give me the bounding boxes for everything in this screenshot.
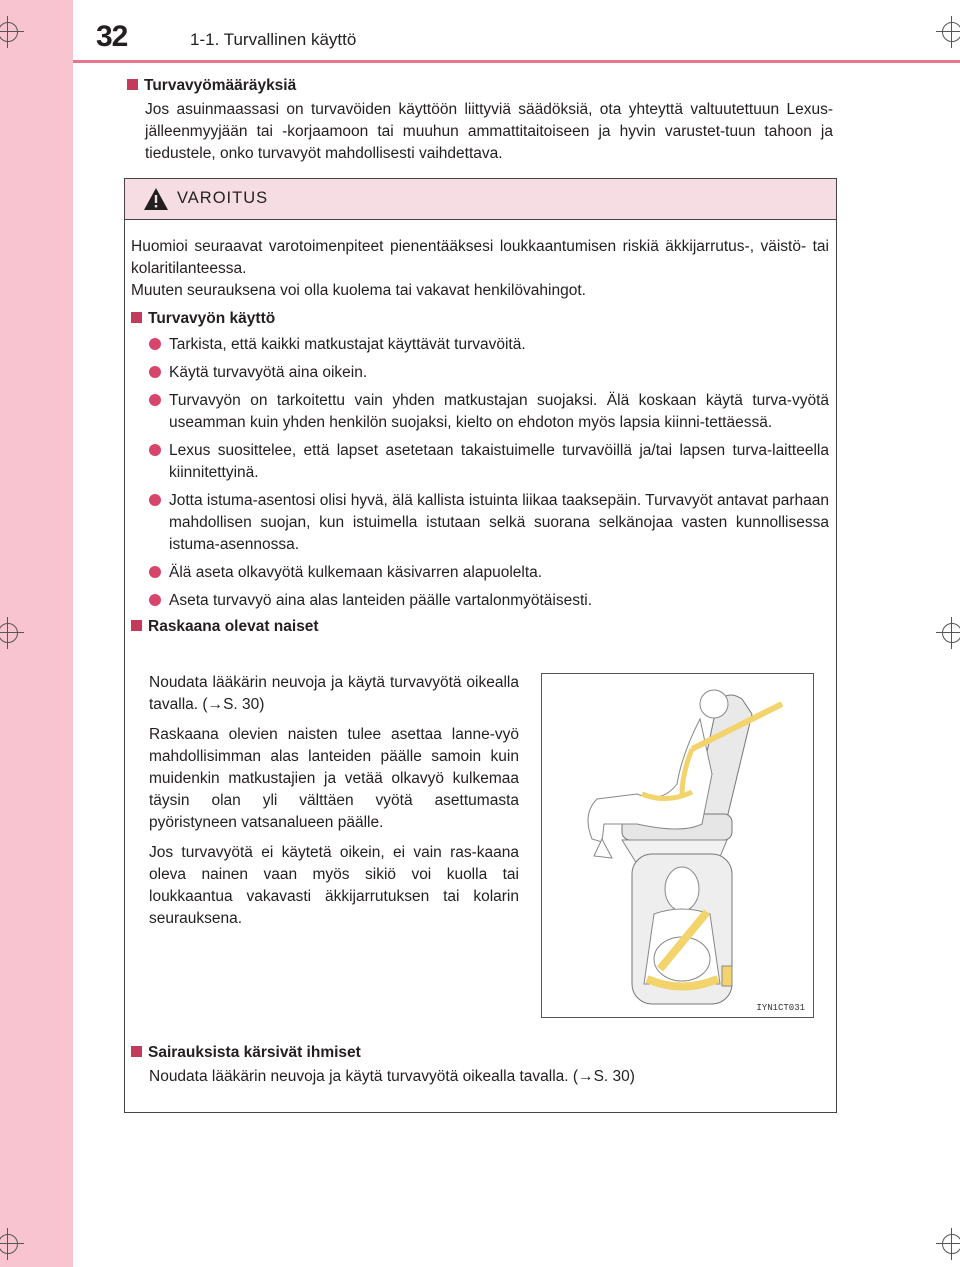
pregnant-paragraph: Jos turvavyötä ei käytetä oikein, ei vain ras-kaana oleva nainen vaan myös sikiö voi kuolla tai loukkaantua vakavasti äkkijarrutuksen tai kolarin seurauksena.	[149, 844, 519, 927]
warning-header	[125, 179, 836, 220]
ill-title: Sairauksista kärsivät ihmiset	[148, 1044, 361, 1061]
square-bullet-icon	[131, 312, 142, 323]
crop-mark-icon	[0, 1228, 24, 1260]
illustration-code: IYN1CT031	[756, 1003, 805, 1013]
crop-mark-icon	[0, 16, 24, 48]
list-item-text: Jotta istuma-asentosi olisi hyvä, älä kallista istuinta liikaa taaksepäin. Turvavyöt antavat parhaan mahdollisen suojan, kun istuimella istutaan selkä suorana selkänojaa vasten kunnollisessa istuma-asennossa.	[169, 492, 829, 553]
crop-mark-icon	[936, 16, 960, 48]
belt-use-title: Turvavyön käyttö	[148, 310, 276, 327]
list-item	[149, 590, 829, 612]
pregnant-title: Raskaana olevat naiset	[148, 618, 319, 635]
list-item	[149, 562, 829, 584]
belt-use-list	[131, 334, 829, 612]
intro-title: Turvavyömääräyksiä	[144, 77, 297, 94]
list-item	[149, 334, 829, 356]
pregnant-paragraph: Raskaana olevien naisten tulee asettaa lanne-vyö mahdollisimman alas lanteiden päälle samoin kuin muidenkin matkustajien ja vetää olkavyö kulkemaa täysin olan yli välttäen vyötä asettumasta pyöristyneen vatsanalueen päälle.	[149, 726, 519, 831]
warning-title: VAROITUS	[177, 189, 269, 207]
warning-content	[131, 236, 829, 636]
intro-heading	[127, 77, 833, 95]
list-item	[149, 390, 829, 434]
warning-intro-1: Huomioi seuraavat varotoimenpiteet pienentääksesi loukkaantumisen riskiä äkkijarrutus-, väistö- tai kolaritilanteessa.	[131, 238, 829, 277]
list-item-text: Älä aseta olkavyötä kulkemaan käsivarren alapuolelta.	[169, 564, 543, 581]
bullet-dot-icon	[149, 494, 161, 506]
page-number: 32	[96, 20, 128, 53]
list-item	[149, 490, 829, 556]
warning-intro-2: Muuten seurauksena voi olla kuolema tai vakavat henkilövahingot.	[131, 282, 586, 299]
crop-mark-icon	[936, 1228, 960, 1260]
pregnant-text	[149, 672, 519, 930]
bullet-dot-icon	[149, 566, 161, 578]
crop-mark-icon	[0, 617, 24, 649]
list-item	[149, 362, 829, 384]
list-item-text: Käytä turvavyötä aina oikein.	[169, 364, 368, 381]
section-header: 1-1. Turvallinen käyttö	[190, 30, 357, 49]
pregnant-paragraph: Noudata lääkärin neuvoja ja käytä turvavyötä oikealla tavalla. (→S. 30)	[149, 674, 519, 713]
ill-section	[131, 1044, 829, 1088]
list-item-text: Turvavyön on tarkoitettu vain yhden matkustajan suojaksi. Älä koskaan käytä turva-vyötä useamman kuin yhden henkilön suojaksi, kielto on ehdoton myös lapsia kiinni-tettäessä.	[169, 392, 829, 431]
ill-text: Noudata lääkärin neuvoja ja käytä turvavyötä oikealla tavalla. (→S. 30)	[149, 1068, 635, 1085]
bullet-dot-icon	[149, 394, 161, 406]
pregnant-seatbelt-illustration	[541, 673, 814, 1018]
list-item-text: Lexus suosittelee, että lapset asetetaan takaistuimelle turvavöillä ja/tai lapsen turva-laitteella kiinnitettyinä.	[169, 442, 829, 481]
list-item	[149, 440, 829, 484]
list-item-text: Tarkista, että kaikki matkustajat käyttävät turvavöitä.	[169, 336, 526, 353]
header-rule	[73, 60, 960, 63]
square-bullet-icon	[131, 620, 142, 631]
bullet-dot-icon	[149, 594, 161, 606]
belt-use-heading	[131, 310, 829, 328]
intro-section	[127, 77, 833, 165]
bullet-dot-icon	[149, 338, 161, 350]
intro-text: Jos asuinmaassasi on turvavöiden käyttöön liittyviä säädöksiä, ota yhteyttä valtuutettuun Lexus-jälleenmyyjään tai -korjaamoon tai muuhun ammattitaitoiseen ja hyvin varustet-tuun tahoon ja tiedustele, onko turvavyöt mahdollisesti vaihdettava.	[145, 101, 833, 162]
bullet-dot-icon	[149, 444, 161, 456]
warning-triangle-icon	[143, 187, 169, 211]
crop-mark-icon	[936, 617, 960, 649]
pregnant-heading	[131, 618, 829, 636]
list-item-text: Aseta turvavyö aina alas lanteiden päälle vartalonmyötäisesti.	[169, 592, 593, 609]
bullet-dot-icon	[149, 366, 161, 378]
ill-heading	[131, 1044, 829, 1062]
seatbelt-drawing	[542, 674, 813, 1017]
square-bullet-icon	[127, 79, 138, 90]
square-bullet-icon	[131, 1046, 142, 1057]
